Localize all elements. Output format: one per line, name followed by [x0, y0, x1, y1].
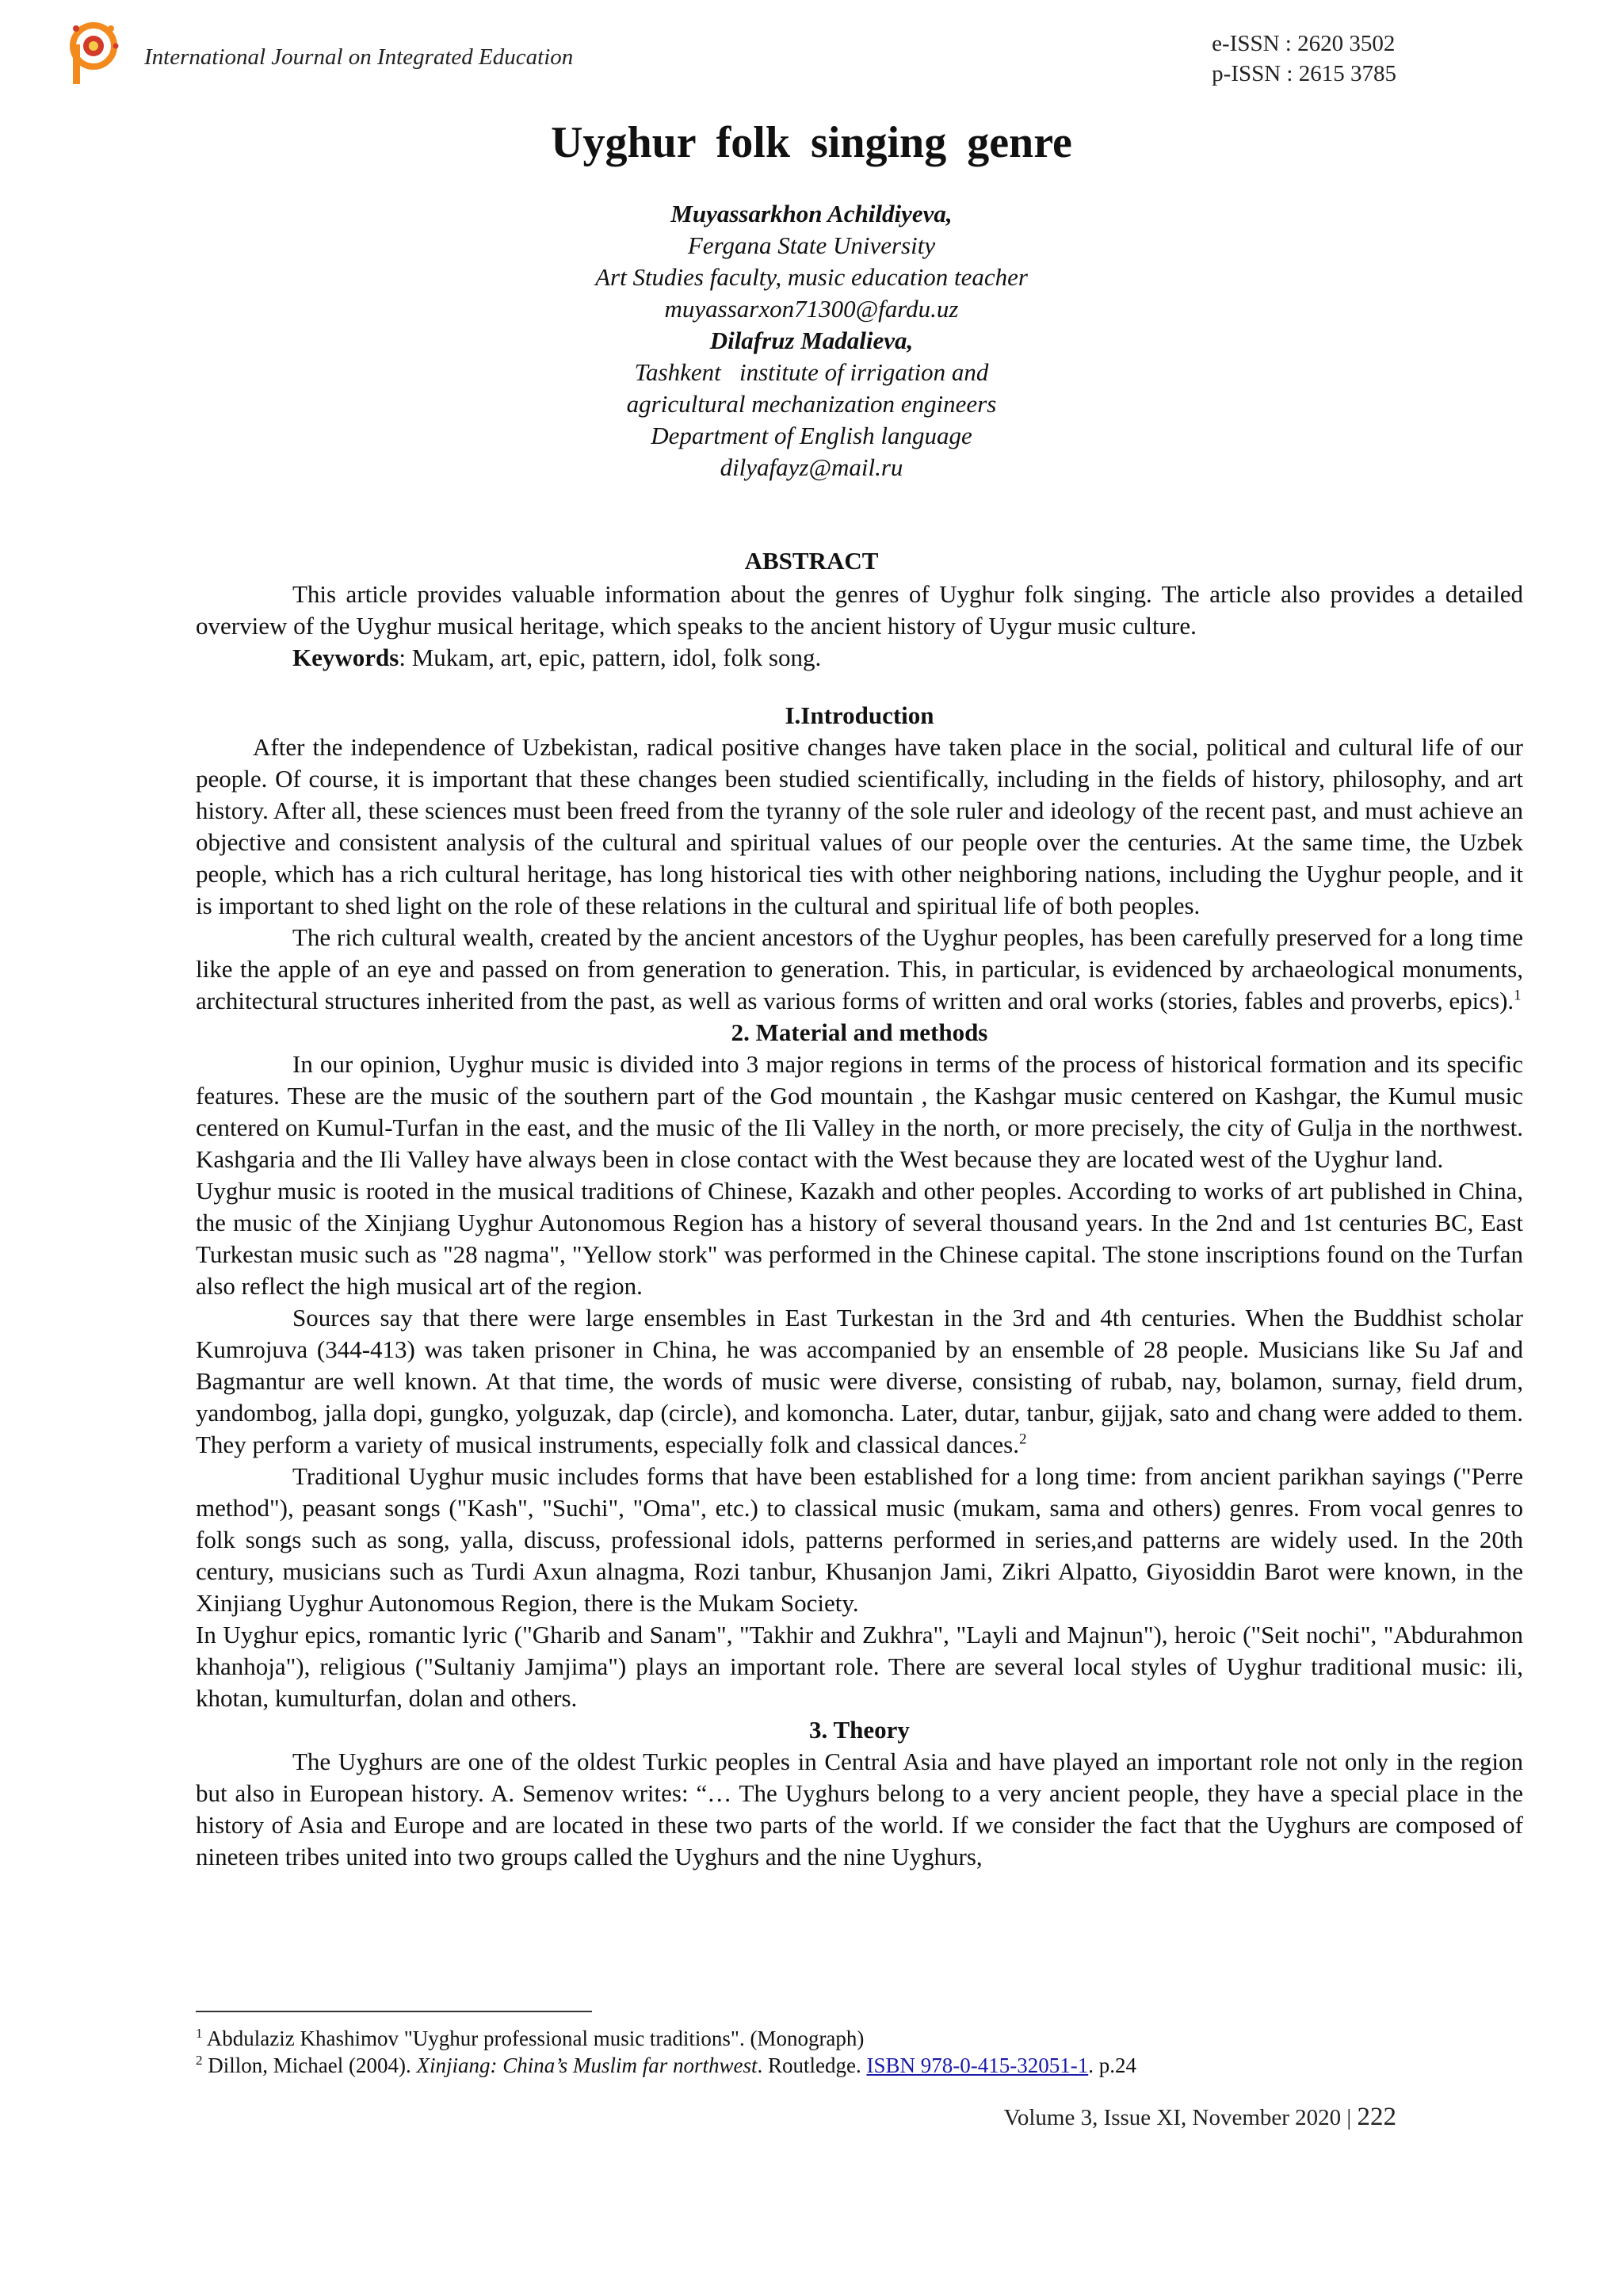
paragraph: After the independence of Uzbekistan, radical positive changes have taken place in the social, political and cultural life of our people. Of course, it is important that these changes been studied scientifically, including in the fields of history, philosophy, and art history. After all, these sciences must been freed from the tyranny of the sole ruler and ideology of the recent past, and must achieve an objective and consistent analysis of the cultural and spiritual values of our people over the centuries. At the same time, the Uzbek people, which has a rich cultural heritage, has long historical ties with other neighboring nations, including the Uyghur people, and it is important to shed light on the role of these relations in the cultural and spiritual life of both peoples.: [196, 733, 1523, 919]
section-heading-methods: 2. Material and methods: [731, 1018, 988, 1046]
paragraph: In our opinion, Uyghur music is divided into 3 major regions in terms of the process of historical formation and its specific features. These are the music of the southern part of the God mountain , the Kashgar music centered on Kashgar, the Kumul music centered on Kumul-Turfan in the east, and the music of the Ili Valley in the north, or more precisely, the city of Gulja in the northwest. Kashgaria and the Ili Valley have always been in close contact with the West because they are located west of the Uyghur land.: [196, 1050, 1523, 1173]
author-affiliation: Department of English language: [651, 422, 972, 449]
keywords-label: Keywords: [292, 644, 399, 671]
page-number: 222: [1357, 2103, 1396, 2131]
paragraph: Sources say that there were large ensembles in East Turkestan in the 3rd and 4th centuries. When the Buddhist scholar Kumrojuva (344-413) was taken prisoner in China, he was accompanied by an ensemble of 28 people. Musicians like Su Jaf and Bagmantur are well known. At that time, the words of music were diverse, consisting of rubab, nay, bolamon, surnay, field drum, yandombog, jalla dopi, gungko, yolguzak, dap (circle), and komoncha. Later, dutar, tanbur, gijjak, sato and chang were added to them. They perform a variety of musical instruments, especially folk and classical dances.$^2$: [196, 1304, 1523, 1458]
author-email: dilyafayz@mail.ru: [720, 453, 903, 481]
author-block: [0, 198, 1623, 483]
author-affiliation: Fergana State University: [687, 231, 936, 259]
abstract-body: [196, 579, 1523, 674]
paper-title: Uyghur folk singing genre: [551, 118, 1072, 167]
abstract-heading: ABSTRACT: [744, 547, 879, 575]
keywords-list: : Mukam, art, epic, pattern, idol, folk song.: [399, 644, 822, 671]
section-heading-theory: 3. Theory: [809, 1716, 910, 1744]
paragraph: Uyghur music is rooted in the musical traditions of Chinese, Kazakh and other peoples. According to works of art published in China, the music of the Xinjiang Uyghur Autonomous Region has a history of several thousand years. In the 2nd and 1st centuries BC, East Turkestan music such as "28 nagma", "Yellow stork" was performed in the Chinese capital. The stone inscriptions found on the Turfan also reflect the high musical art of the region.: [196, 1177, 1523, 1300]
volume-info: Volume 3, Issue XI, November 2020 |: [1003, 2105, 1358, 2130]
keywords-line: [196, 642, 1523, 674]
eissn: e-ISSN : 2620 3502: [1212, 31, 1396, 56]
author-affiliation: Tashkent institute of irrigation and: [634, 358, 989, 386]
journal-name: International Journal on Integrated Education: [144, 44, 574, 70]
author-affiliation: Art Studies faculty, music education teacher: [595, 263, 1028, 291]
page-footer: [1004, 2103, 1396, 2132]
author-email: muyassarxon71300@fardu.uz: [664, 295, 959, 323]
footnote: $^1$ Abdulaziz Khashimov "Uyghur professional music traditions". (Monograph): [196, 2026, 865, 2050]
author-name: Dilafruz Madalieva,: [709, 327, 914, 354]
paragraph: In Uyghur epics, romantic lyric ("Gharib and Sanam", "Takhir and Zukhra", "Layli and Majnun"), heroic ("Seit nochi", "Abdurahmon khanhoja"), religious ("Sultaniy Jamjima") plays an important role. There are several local styles of Uyghur traditional music: ili, khotan, kumulturfan, dolan and others.: [196, 1621, 1523, 1712]
footnotes: [196, 2025, 1523, 2079]
footnote-ref[interactable]: 1: [1514, 987, 1522, 1004]
issn-block: [1212, 29, 1396, 89]
footnote-divider: [196, 2011, 592, 2012]
author-name: Muyassarkhon Achildiyeva,: [670, 200, 953, 227]
abstract-text: This article provides valuable information about the genres of Uyghur folk singing. The article also provides a detailed overview of the Uyghur musical heritage, which speaks to the ancient history of Uygur music culture.: [196, 580, 1523, 640]
article-body: [196, 700, 1523, 1873]
paragraph: The Uyghurs are one of the oldest Turkic peoples in Central Asia and have played an important role not only in the region but also in European history. A. Semenov writes: “… The Uyghurs belong to a very ancient people, they have a special place in the history of Asia and Europe and are located in these two parts of the world. If we consider the fact that the Uyghurs are composed of nineteen tribes united into two groups called the Uyghurs and the nine Uyghurs,: [196, 1748, 1523, 1870]
isbn-link[interactable]: ISBN 978-0-415-32051-1: [866, 2053, 1089, 2077]
pissn: p-ISSN : 2615 3785: [1212, 61, 1396, 86]
journal-logo-icon: [67, 21, 120, 87]
paragraph: Traditional Uyghur music includes forms that have been established for a long time: from ancient parikhan sayings ("Perre method"), peasant songs ("Kash", "Suchi", "Oma", etc.) to classical music (mukam, sama and others) genres. From vocal genres to folk songs such as song, yalla, discuss, professional idols, patterns performed in series,and patterns are widely used. In the 20th century, musicians such as Turdi Axun alnagma, Rozi tanbur, Khusanjon Jami, Zikri Alpatto, Giyosiddin Barot were known, in the Xinjiang Uyghur Autonomous Region, there is the Mukam Society.: [196, 1462, 1523, 1617]
author-affiliation: agricultural mechanization engineers: [626, 390, 997, 418]
paragraph: The rich cultural wealth, created by the ancient ancestors of the Uyghur peoples, has been carefully preserved for a long time like the apple of an eye and passed on from generation to generation. This, in particular, is evidenced by archaeological monuments, architectural structures inherited from the past, as well as various forms of written and oral works (stories, fables and proverbs, epics).$^1$: [196, 923, 1523, 1014]
footnote: $^2$ Dillon, Michael (2004). Xinjiang: China’s Muslim far northwest. Routledge. ISBN 978-0-415-32051-1. p.24: [196, 2053, 1136, 2077]
footnote-ref[interactable]: 2: [1019, 1431, 1027, 1448]
section-heading-introduction: I.Introduction: [785, 701, 934, 729]
